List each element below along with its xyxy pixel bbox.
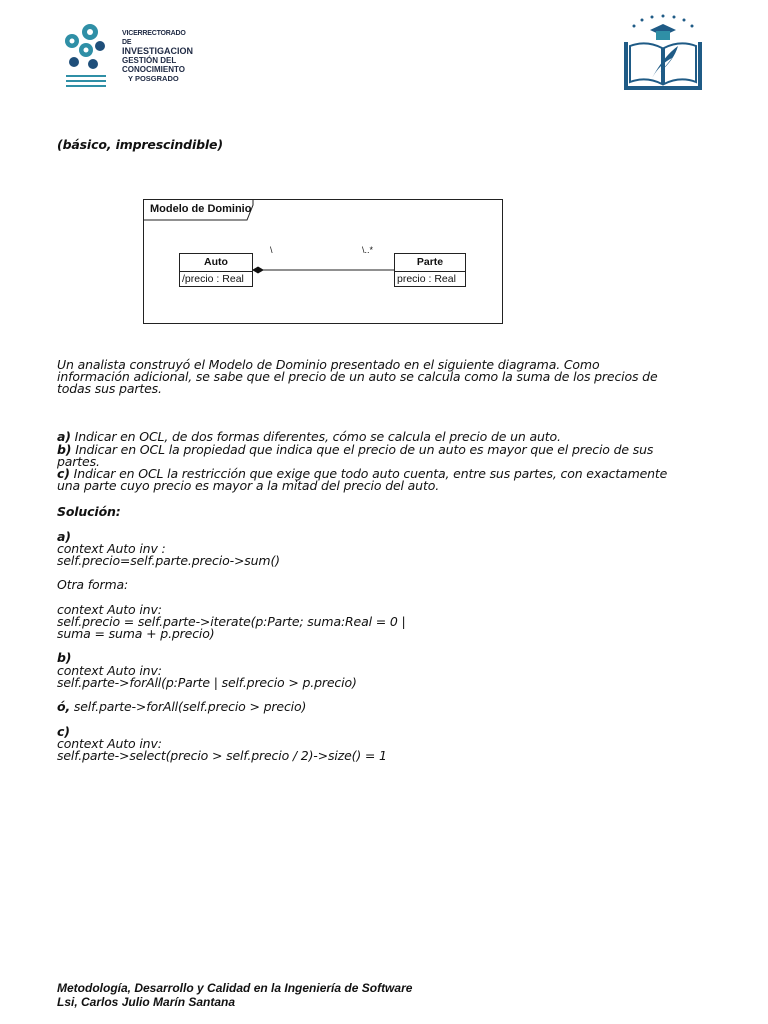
multiplicity-right: \..* bbox=[362, 245, 374, 255]
class-auto-attribute: /precio : Real bbox=[182, 273, 244, 285]
class-auto bbox=[179, 253, 253, 287]
question-a-label: a) bbox=[57, 429, 71, 444]
multiplicity-left: \ bbox=[270, 245, 273, 255]
logo-line-5: Y POSGRADO bbox=[128, 74, 179, 83]
solution-a2-line-2: self.precio = self.parte->iterate(p:Parte; suma:Real = 0 | bbox=[57, 614, 406, 629]
class-parte-name: Parte bbox=[395, 254, 465, 272]
class-parte bbox=[394, 253, 466, 287]
question-b bbox=[57, 444, 697, 456]
question-c-label: c) bbox=[57, 466, 70, 481]
solution-b-line-1: context Auto inv: bbox=[57, 663, 162, 678]
solution-a2-line-3: suma = suma + p.precio) bbox=[57, 626, 215, 641]
logo-line-1: VICERRECTORADO DE bbox=[122, 30, 186, 46]
solution-a-line-1: context Auto inv : bbox=[57, 541, 166, 556]
question-b-cont: partes. bbox=[57, 454, 100, 469]
solution-a-line-2: self.precio=self.parte.precio->sum() bbox=[57, 553, 280, 568]
diagram-frame-title: Modelo de Dominio bbox=[150, 203, 252, 215]
solution-a-label: a) bbox=[57, 529, 71, 544]
solution-c-line-1: context Auto inv: bbox=[57, 736, 162, 751]
solution-alt-text: self.parte->forAll(self.precio > precio) bbox=[70, 699, 307, 714]
footer-course: Metodología, Desarrollo y Calidad en la Ingeniería de Software bbox=[57, 981, 413, 995]
question-b-text: Indicar en OCL la propiedad que indica que el precio de un auto es mayor que el precio de sus bbox=[71, 442, 654, 457]
question-c-cont: una parte cuyo precio es mayor a la mitad del precio del auto. bbox=[57, 478, 440, 493]
question-b-label: b) bbox=[57, 442, 72, 457]
solution-alt bbox=[57, 699, 306, 714]
intro-line-1: Un analista construyó el Modelo de Dominio presentado en el siguiente diagrama. Como bbox=[57, 357, 600, 372]
logo-line-3: GESTIÓN DEL bbox=[122, 56, 177, 65]
solution-title: Solución: bbox=[57, 504, 121, 519]
footer-author: Lsi, Carlos Julio Marín Santana bbox=[57, 995, 236, 1009]
solution-a2-line-1: context Auto inv: bbox=[57, 602, 162, 617]
section-subtitle: (básico, imprescindible) bbox=[57, 137, 223, 152]
intro-line-3: todas sus partes. bbox=[57, 381, 162, 396]
composition-diamond-icon bbox=[252, 267, 264, 274]
question-a-text: Indicar en OCL, de dos formas diferentes, cómo se calcula el precio de un auto. bbox=[70, 429, 561, 444]
solution-b-line-2: self.parte->forAll(p:Parte | self.precio > p.precio) bbox=[57, 675, 357, 690]
class-parte-attribute: precio : Real bbox=[397, 273, 456, 285]
logo-line-2: INVESTIGACION bbox=[122, 46, 194, 56]
otra-forma-label: Otra forma: bbox=[57, 577, 129, 592]
solution-c-line-2: self.parte->select(precio > self.precio / 2)->size() = 1 bbox=[57, 748, 387, 763]
solution-b-label: b) bbox=[57, 650, 72, 665]
intro-line-2: información adicional, se sabe que el precio de un auto se calcula como la suma de los precios de bbox=[57, 369, 658, 384]
question-c-text: Indicar en OCL la restricción que exige que todo auto cuenta, entre sus partes, con exactamente bbox=[69, 466, 668, 481]
class-auto-name: Auto bbox=[180, 254, 252, 272]
solution-c-label: c) bbox=[57, 724, 70, 739]
solution-alt-label: ó, bbox=[57, 699, 71, 714]
logo-line-4: CONOCIMIENTO bbox=[122, 65, 185, 74]
